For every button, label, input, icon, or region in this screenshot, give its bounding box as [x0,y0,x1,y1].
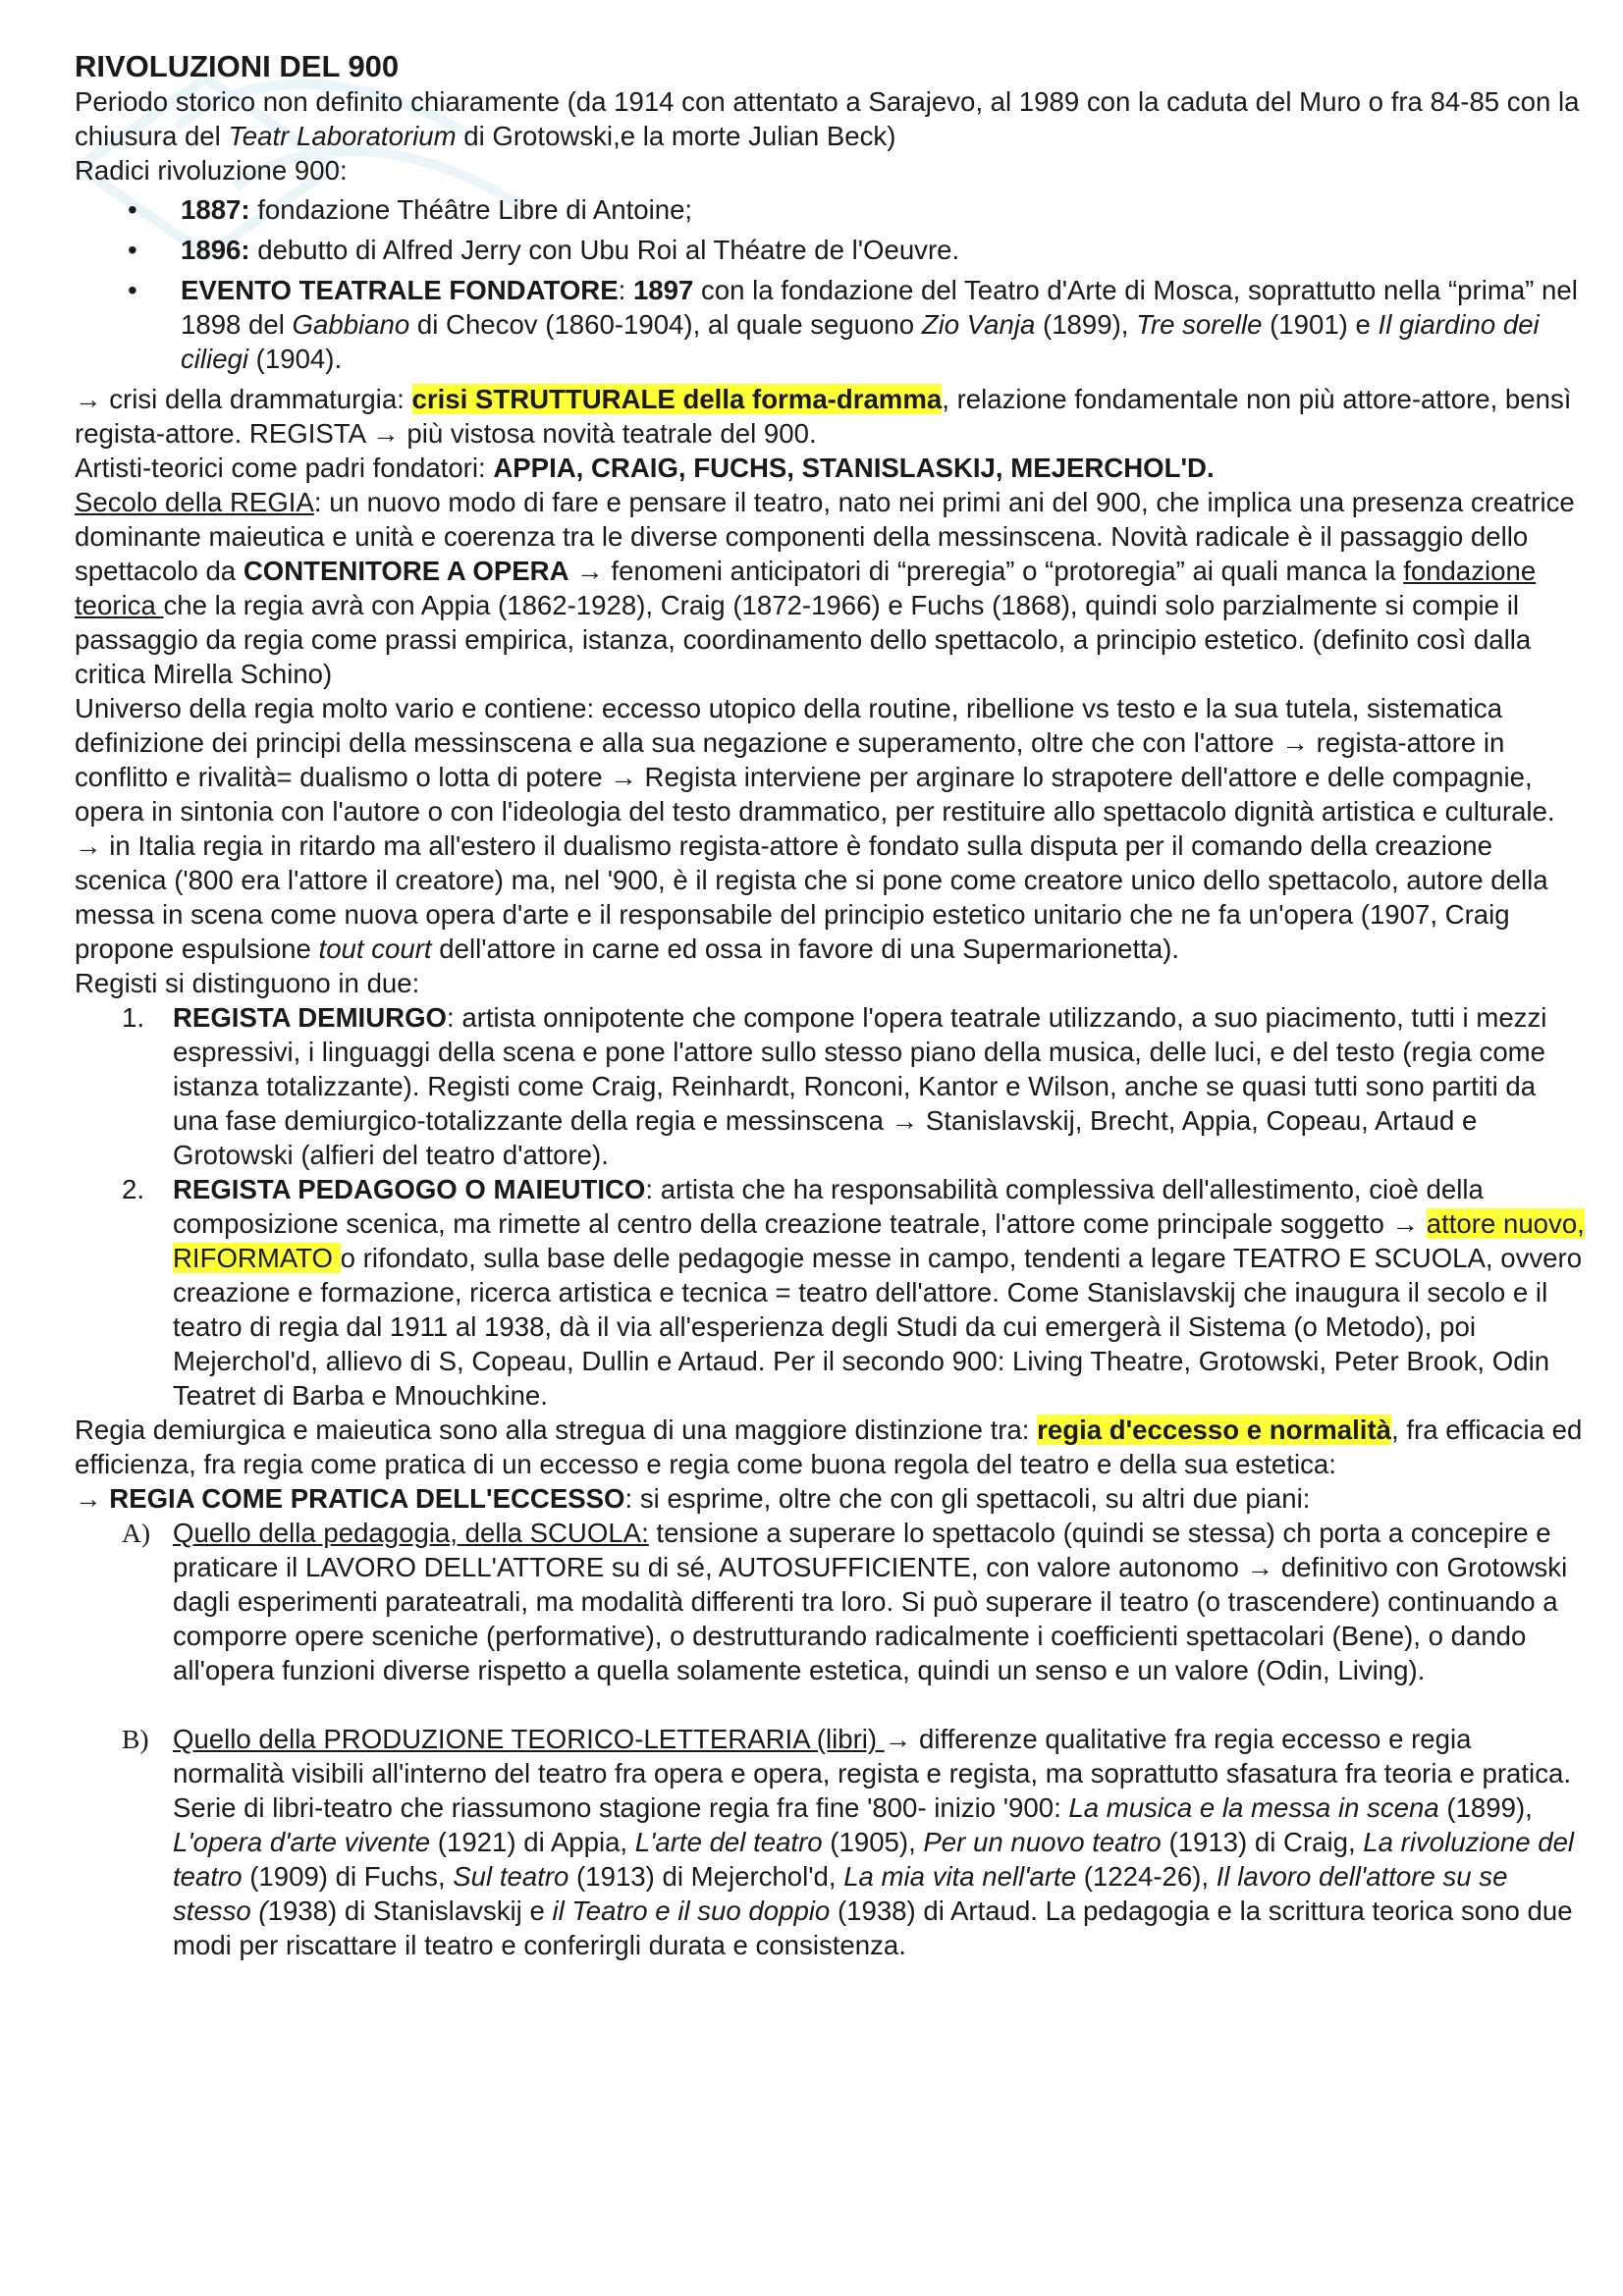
spacer [75,1687,1587,1722]
highlight: crisi STRUTTURALE della forma-dramma [411,384,943,414]
eccesso-paragraph: → REGIA COME PRATICA DELL'ECCESSO: si esprime, oltre che con gli spettacoli, su altri due piani: [75,1483,1311,1514]
list-item: • 1896: debutto di Alfred Jerry con Ubu Roi al Théatre de l'Oeuvre. [75,233,1587,267]
highlight: regia d'eccesso e normalità [1037,1415,1391,1445]
registi-numbered-list [75,1000,1587,1413]
secolo-paragraph: Secolo della REGIA: un nuovo modo di fare e pensare il teatro, nato nei primi ani del 900, che implica una presenza creatrice dominante maieutica e unità e coerenza tra le diverse componenti della messinscena. Novità radicale è il passaggio dello spettacolo da CONTENITORE A OPERA → fenomeni anticipatori di “preregia” o “protoregia” ai quali manca la fondazione teorica che la regia avrà con Appia (1862-1928), Craig (1872-1966) e Fuchs (1868), quindi solo parzialmente si compie il passaggio da regia come prassi empirica, istanza, coordinamento dello spettacolo, a principio estetico. (definito così dalla critica Mirella Schino) [75,487,1575,689]
document-title: RIVOLUZIONI DEL 900 [75,49,400,83]
list-item: • EVENTO TEATRALE FONDATORE: 1897 con la fondazione del Teatro d'Arte di Mosca, soprattutto nella “prima” nel 1898 del Gabbiano di Checov (1860-1904), al quale seguono Zio Vanja (1899), Tre sorelle (1901) e Il giardino dei ciliegi (1904). [75,273,1587,376]
list-item: 1. REGISTA DEMIURGO: artista onnipotente che compone l'opera teatrale utilizzando, a suo piacimento, tutti i mezzi espressivi, i linguaggi della scena e pone l'attore sullo stesso piano della musica, delle luci, e del testo (regia come istanza totalizzante). Registi come Craig, Reinhardt, Ronconi, Kantor e Wilson, anche se quasi tutti sono partiti da una fase demiurgico-totalizzante della regia e messinscena → Stanislavskij, Brecht, Appia, Copeau, Artaud e Grotowski (alfieri del teatro d'attore). [122,1002,1547,1170]
crisi-paragraph: → crisi della drammaturgia: crisi STRUTTURALE della forma-dramma, relazione fondamentale non più attore-attore, bensì regista-attore. REGISTA → più vistosa novità teatrale del 900. [75,384,1572,449]
list-item: A) Quello della pedagogia, della SCUOLA: tensione a superare lo spettacolo (quindi se stessa) ch porta a concepire e praticare il LAVORO DELL'ATTORE su di sé, AUTOSUFFICIENTE, con valore autonomo → definitivo con Grotowski dagli esperimenti parateatrali, ma modalità differenti tra loro. Si può superare il teatro (o trascendere) continuando a comporre opere sceniche (performative), o destrutturando radicalmente i coefficienti spettacolari (Bene), o dando all'opera funzioni diverse rispetto a quella solamente estetica, quindi un senso e un valore (Odin, Living). [122,1518,1568,1685]
list-item: • 1887: fondazione Théâtre Libre di Antoine; [75,192,1587,227]
regia-demiurgica-paragraph: Regia demiurgica e maieutica sono alla stregua di una maggiore distinzione tra: regia d'eccesso e normalità, fra efficacia ed efficienza, fra regia come pratica di un eccesso e regia come buona regola del teatro e della sua estetica: [75,1415,1583,1479]
intro-paragraph: Periodo storico non definito chiaramente (da 1914 con attentato a Sarajevo, al 1989 con la caduta del Muro o fra 84-85 con la chiusura del Teatr Laboratorium di Grotowski,e la morte Julian Beck) [75,86,1580,151]
italia-paragraph: → in Italia regia in ritardo ma all'estero il dualismo regista-attore è fondato sulla disputa per il comando della creazione scenica ('800 era l'attore il creatore) ma, nel '900, è il regista che si pone come creatore unico dello spettacolo, autore della messa in scena come nuova opera d'arte e il responsabile del principio estetico unitario che ne fa un'opera (1907, Craig propone espulsione tout court dell'attore in carne ed ossa in favore di una Supermarionetta). [75,830,1548,964]
universo-paragraph: Universo della regia molto vario e contiene: eccesso utopico della routine, ribellione vs testo e la sua tutela, sistematica definizione dei principi della messinscena e alla sua negazione e superamento, oltre che con l'attore → regista-attore in conflitto e rivalità= dualismo o lotta di potere → Regista interviene per arginare lo strapotere dell'attore e delle compagnie, opera in sintonia con l'autore o con l'ideologia del testo drammatico, per restituire allo spettacolo dignità artistica e culturale. [75,693,1555,827]
registi-intro: Registi si distinguono in due: [75,968,420,998]
roots-heading: Radici rivoluzione 900: [75,155,348,186]
list-item: 2. REGISTA PEDAGOGO O MAIEUTICO: artista che ha responsabilità complessiva dell'allestimento, cioè della composizione scenica, ma rimette al centro della creazione teatrale, l'attore come principale soggetto → attore nuovo, RIFORMATO o rifondato, sulla base delle pedagogie messe in campo, tendenti a legare TEATRO E SCUOLA, ovvero creazione e formazione, ricerca artistica e tecnica = teatro dell'attore. Come Stanislavskij che inaugura il secolo e il teatro di regia dal 1911 al 1938, dà il via all'esperienza degli Studi da cui emergerà il Sistema (o Metodo), poi Mejerchol'd, allievo di S, Copeau, Dullin e Artaud. Per il secondo 900: Living Theatre, Grotowski, Peter Brook, Odin Teatret di Barba e Mnouchkine. [122,1174,1585,1411]
highlight: attore nuovo, RIFORMATO [173,1208,1585,1273]
artisti-paragraph: Artisti-teorici come padri fondatori: APPIA, CRAIG, FUCHS, STANISLASKIJ, MEJERCHOL'D. [75,453,1215,483]
list-item: B) Quello della PRODUZIONE TEORICO-LETTERARIA (libri) → differenze qualitative fra regia eccesso e regia normalità visibili all'interno del teatro fra opera e opera, regista e regista, ma soprattutto sfasatura fra teoria e pratica. Serie di libri-teatro che riassumono stagione regia fra fine '800- inizio '900: La musica e la messa in scena (1899), L'opera d'arte vivente (1921) di Appia, L'arte del teatro (1905), Per un nuovo teatro (1913) di Craig, La rivoluzione del teatro (1909) di Fuchs, Sul teatro (1913) di Mejerchol'd, La mia vita nell'arte (1224-26), Il lavoro dell'attore su se stesso (1938) di Stanislavskij e il Teatro e il suo doppio (1938) di Artaud. La pedagogia e la scrittura teorica sono due modi per riscattare il teatro e conferirgli durata e consistenza. [122,1724,1575,1960]
document-page [75,49,1587,1962]
eccesso-lettered-list [75,1516,1587,1962]
roots-bullet-list [75,192,1587,376]
